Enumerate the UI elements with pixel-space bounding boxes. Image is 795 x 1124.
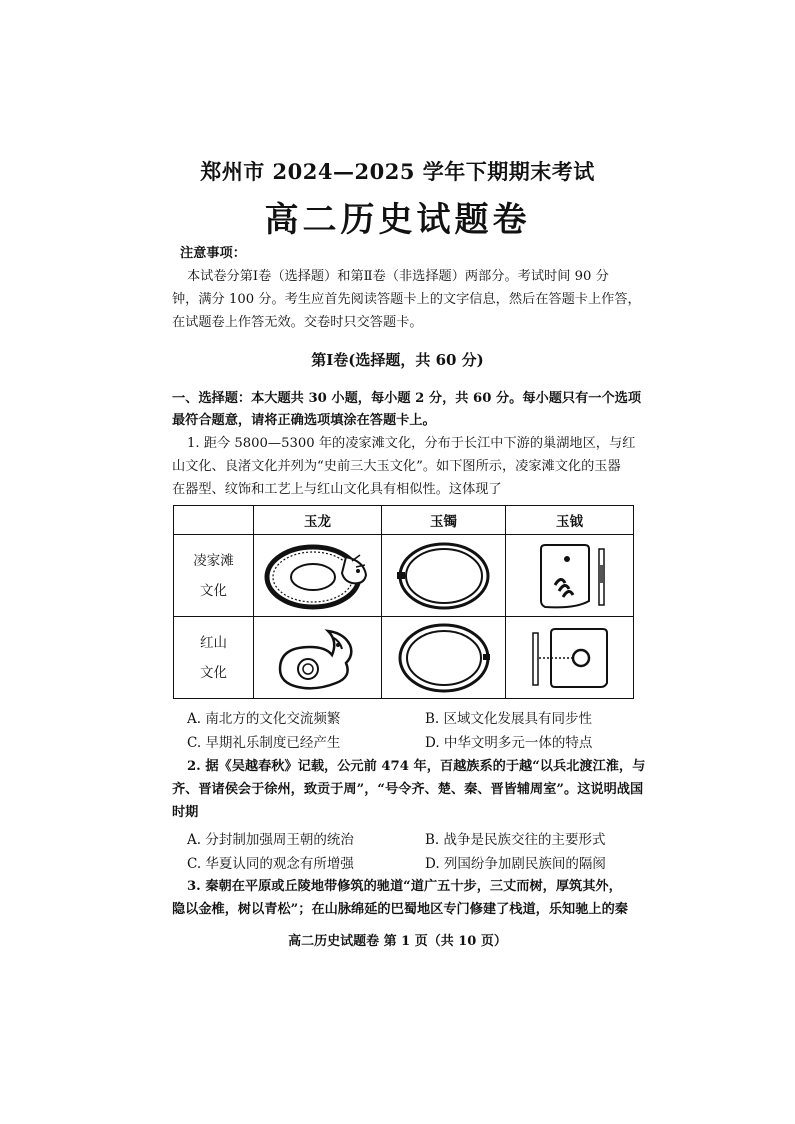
q2-option-c: C. 华夏认同的观念有所增强 <box>187 856 354 872</box>
q2-option-b: B. 战争是民族交往的主要形式 <box>425 832 606 848</box>
exam-title: 郑州市 2024—2025 学年下期期末考试 <box>200 159 595 184</box>
lingjiatan-jade-bracelet <box>382 535 506 617</box>
question-1-text: 山文化、良渚文化并列为“史前三大玉文化”。如下图所示，凌家滩文化的玉器 <box>172 459 621 474</box>
jade-dragon-image <box>258 539 378 613</box>
jade-artifacts-table <box>173 505 634 699</box>
jade-bracelet-image <box>389 539 499 613</box>
row-label-lingjiatan: 凌家滩 文化 <box>174 535 254 617</box>
q1-option-a: A. 南北方的文化交流频繁 <box>187 711 341 727</box>
question-1-text: 1. 距今 5800—5300 年的凌家滩文化，分布于长江中下游的巢湖地区，与红 <box>187 436 636 451</box>
table-header-jade-axe: 玉钺 <box>506 506 634 535</box>
row-label-hongshan: 红山 文化 <box>174 617 254 699</box>
question-2-text: 2. 据《吴越春秋》记载，公元前 474 年，百越族系的于越“以兵北渡江淮，与 <box>187 759 646 774</box>
question-3-text: 3. 秦朝在平原或丘陵地带修筑的驰道“道广五十步，三丈而树，厚筑其外， <box>187 879 622 894</box>
hongshan-jade-dragon <box>254 617 382 699</box>
question-3-text: 隐以金椎，树以青松”；在山脉绵延的巴蜀地区专门修建了栈道，乐知驰上的秦 <box>172 902 628 917</box>
question-1-text: 在器型、纹饰和工艺上与红山文化具有相似性。这体现了 <box>172 482 502 497</box>
notice-line: 本试卷分第Ⅰ卷（选择题）和第Ⅱ卷（非选择题）两部分。考试时间 90 分 <box>187 269 609 284</box>
lingjiatan-jade-dragon <box>254 535 382 617</box>
question-2-text: 齐、晋诸侯会于徐州，致贡于周”，“号令齐、楚、秦、晋皆辅周室”。这说明战国 <box>172 782 644 797</box>
hongshan-jade-bracelet <box>382 617 506 699</box>
jade-dragon-image <box>258 621 378 695</box>
q2-option-a: A. 分封制加强周王朝的统治 <box>187 832 354 848</box>
section-instruction: 最符合题意，请将正确选项填涂在答题卡上。 <box>172 413 436 428</box>
table-header-jade-bracelet: 玉镯 <box>382 506 506 535</box>
table-header-empty <box>174 506 254 535</box>
notice-line: 在试题卷上作答无效。交卷时只交答题卡。 <box>172 315 423 330</box>
jade-axe-image <box>515 621 625 695</box>
jade-bracelet-image <box>389 621 499 695</box>
q2-option-d: D. 列国纷争加剧民族间的隔阂 <box>425 856 606 872</box>
exam-subject-title: 高二历史试题卷 <box>264 200 531 240</box>
notice-heading: 注意事项： <box>180 246 246 261</box>
q1-option-d: D. 中华文明多元一体的特点 <box>425 735 593 751</box>
section-instruction: 一、选择题：本大题共 30 小题，每小题 2 分，共 60 分。每小题只有一个选项 <box>172 391 642 406</box>
q1-option-b: B. 区域文化发展具有同步性 <box>425 711 593 727</box>
table-header-jade-dragon: 玉龙 <box>254 506 382 535</box>
section-heading: 第Ⅰ卷(选择题，共 60 分) <box>311 351 484 369</box>
hongshan-jade-axe <box>506 617 634 699</box>
question-2-text: 时期 <box>172 805 199 820</box>
notice-line: 钟，满分 100 分。考生应首先阅读答题卡上的文字信息，然后在答题卡上作答， <box>172 292 641 307</box>
jade-axe-image <box>515 539 625 613</box>
lingjiatan-jade-axe <box>506 535 634 617</box>
page-footer: 高二历史试题卷 第 1 页（共 10 页） <box>288 934 507 949</box>
q1-option-c: C. 早期礼乐制度已经产生 <box>187 735 341 751</box>
